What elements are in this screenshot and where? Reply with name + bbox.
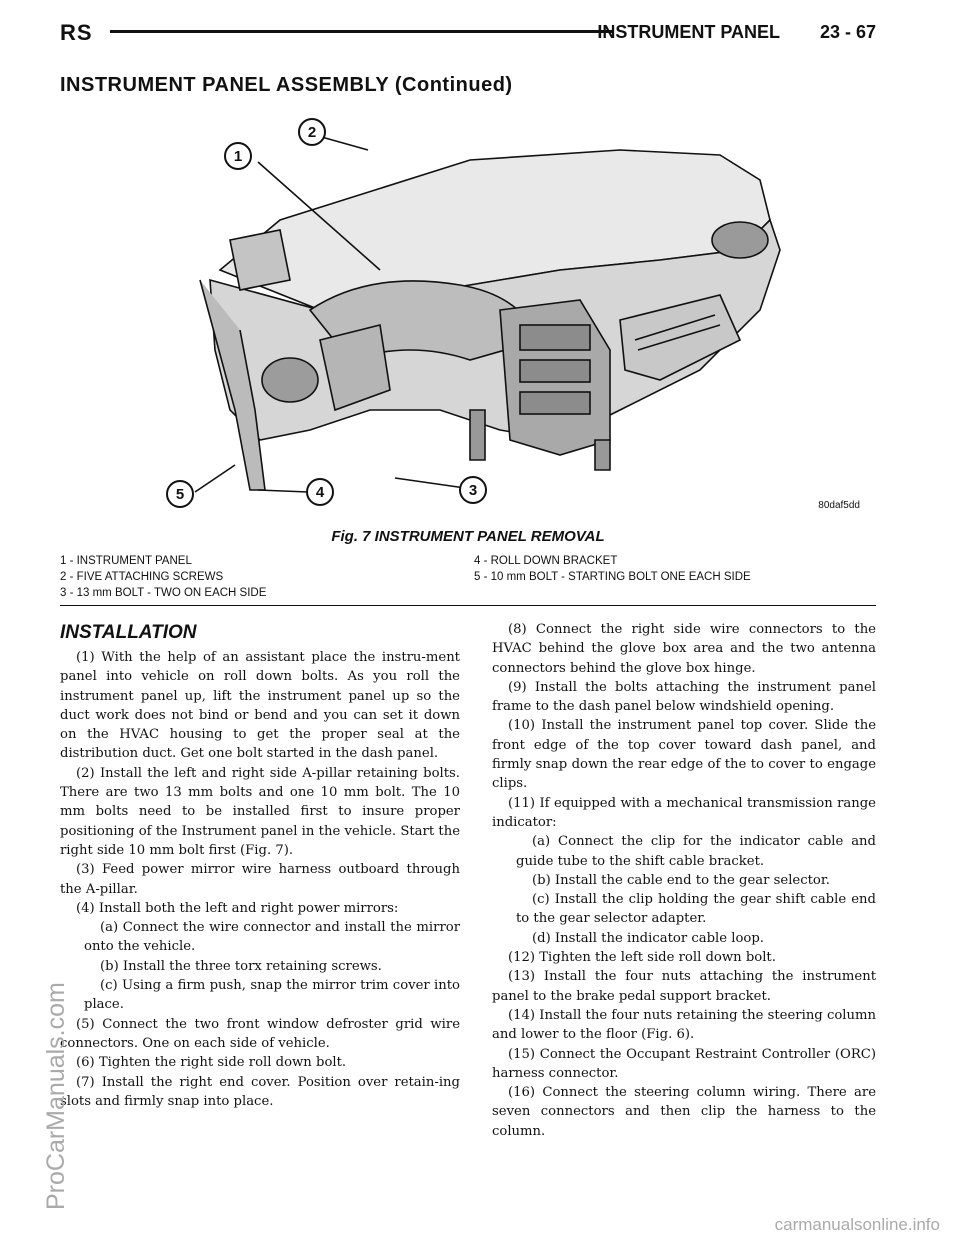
page-header [60,20,876,56]
callout-4: 4 [315,484,325,501]
substep-paragraph: (c) Using a firm push, snap the mirror trim cover into place. [84,978,460,1013]
step-paragraph: (5) Connect the two front window defroster grid wire connectors. One on each side of vehicle. [60,1016,460,1051]
legend-item: 5 - 10 mm BOLT - STARTING BOLT ONE EACH SIDE [474,571,751,583]
callout-3: 3 [468,482,478,499]
step-paragraph: (10) Install the instrument panel top cover. Slide the front edge of the top cover toward dash panel, and firmly snap down the rear edge of the to cover to engage clips. [492,718,876,792]
header-rs: RS [60,20,93,45]
substep-paragraph: (a) Connect the clip for the indicator cable and guide tube to the shift cable bracket. [516,834,876,869]
legend-rule [60,605,876,606]
instrument-panel-drawing [140,110,880,520]
step-paragraph: (3) Feed power mirror wire harness outboard through the A-pillar. [60,862,460,897]
step-paragraph: (11) If equipped with a mechanical transmission range indicator: [492,795,876,830]
substep-paragraph: (a) Connect the wire connector and install the mirror onto the vehicle. [84,920,460,955]
legend-item: 3 - 13 mm BOLT - TWO ON EACH SIDE [60,587,267,599]
legend-item: 2 - FIVE ATTACHING SCREWS [60,571,224,583]
watermark [0,0,70,1242]
substep-paragraph: (b) Install the cable end to the gear selector. [532,872,830,888]
header-rule [110,30,612,33]
legend-item: 4 - ROLL DOWN BRACKET [474,555,618,567]
header-section: INSTRUMENT PANEL [597,22,780,42]
step-paragraph: (8) Connect the right side wire connectors to the HVAC behind the glove box area and the two antenna connectors behind the glove box hinge. [492,622,876,676]
step-paragraph: (15) Connect the Occupant Restraint Controller (ORC) harness connector. [492,1046,876,1081]
step-paragraph: (7) Install the right end cover. Position over retain-ing slots and firmly snap into place. [60,1074,460,1109]
section-title: INSTALLATION [60,622,197,643]
step-paragraph: (9) Install the bolts attaching the instrument panel frame to the dash panel below windshield opening. [492,679,876,715]
step-paragraph: (16) Connect the steering column wiring. There are seven connectors and then clip the harness to the column. [492,1085,876,1139]
right-column [492,620,876,1141]
legend-item: 1 - INSTRUMENT PANEL [60,555,192,567]
watermark-text: ProCarManuals.com [42,982,70,1210]
step-paragraph: (13) Install the four nuts attaching the instrument panel to the brake pedal support bracket. [492,969,876,1004]
step-paragraph: (6) Tighten the right side roll down bolt. [76,1055,347,1071]
substep-paragraph: (d) Install the indicator cable loop. [532,930,764,946]
figure-code: 80daf5dd [818,500,860,511]
callout-1: 1 [233,148,243,165]
step-paragraph: (12) Tighten the left side roll down bolt. [508,950,776,966]
legend-right [474,553,751,585]
substep-paragraph: (c) Install the clip holding the gear shift cable end to the gear selector adapter. [516,892,876,927]
footer-site: carmanualsonline.info [774,1215,940,1234]
step-paragraph: (2) Install the left and right side A-pillar retaining bolts. There are two 13 mm bolts and one 10 mm bolt. The 10 mm bolts need to be installed first to insure proper positioning of the Instrument panel in the vehicle. Start the right side 10 mm bolt first (Fig. 7). [60,765,460,858]
left-column [60,620,460,1111]
step-paragraph: (14) Install the four nuts retaining the steering column and lower to the floor (Fig. 6). [492,1007,876,1043]
callout-2: 2 [307,124,317,141]
continued-title: INSTRUMENT PANEL ASSEMBLY (Continued) [60,74,513,96]
instrument-panel-figure [140,110,880,520]
step-paragraph: (1) With the help of an assistant place the instru-ment panel into vehicle on roll down bolts. As you roll the instrument panel up, lift the instrument panel up so the duct work does not bind or bend and you can set it down on the HVAC housing to get the proper seal at the distribution duct. Get one bolt started in the dash panel. [60,650,460,762]
substep-paragraph: (b) Install the three torx retaining screws. [100,958,382,974]
callout-5: 5 [175,486,185,503]
page-number: 23 - 67 [819,22,876,42]
figure-caption: Fig. 7 INSTRUMENT PANEL REMOVAL [331,528,605,545]
step-paragraph: (4) Install both the left and right power mirrors: [76,900,399,916]
legend-left [60,553,266,601]
